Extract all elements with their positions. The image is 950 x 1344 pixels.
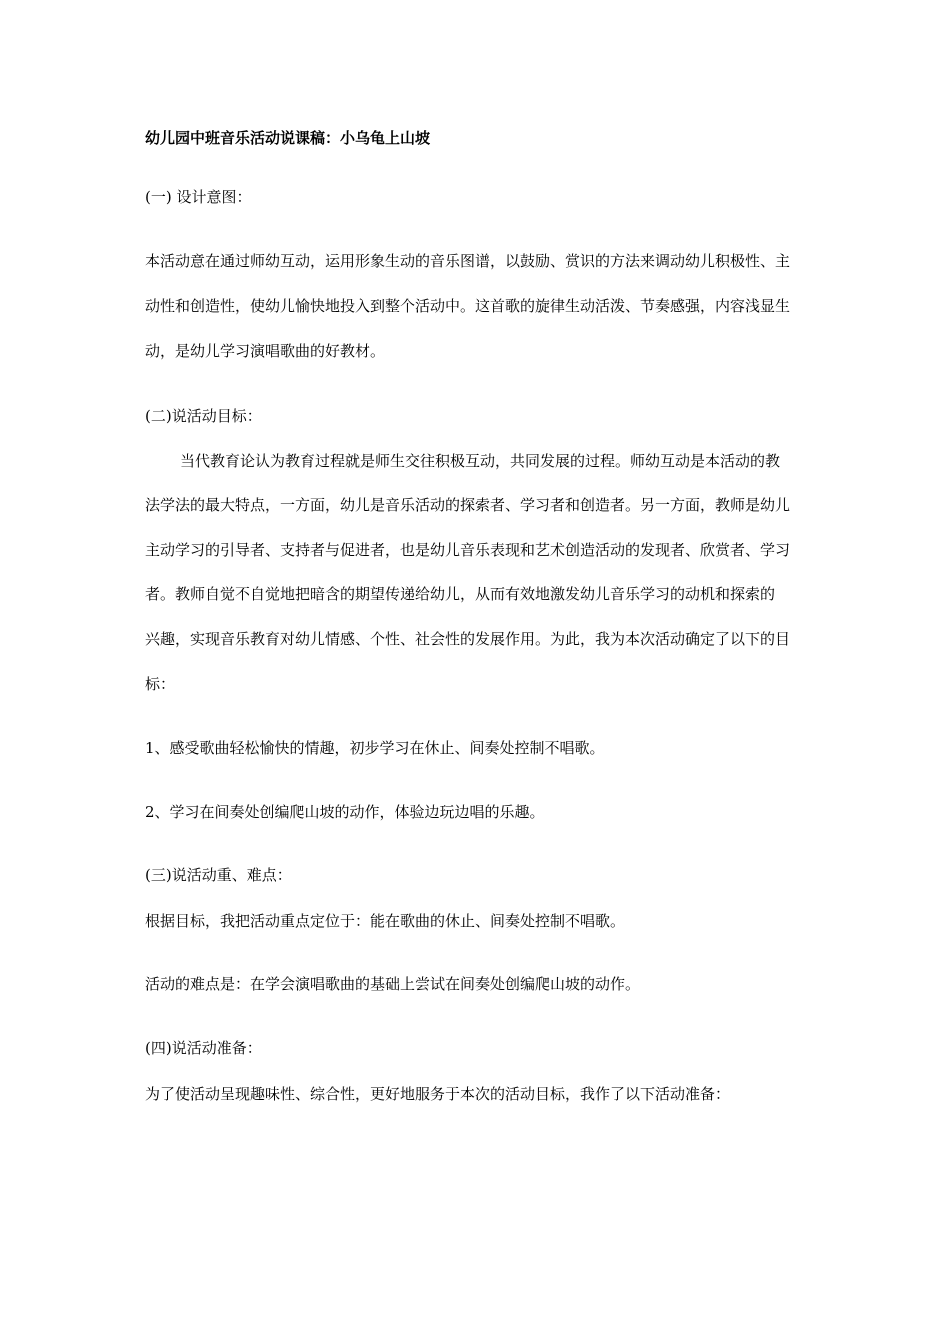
document-title: 幼儿园中班音乐活动说课稿：小乌龟上山坡: [145, 129, 431, 147]
paragraph-line: 活动的难点是：在学会演唱歌曲的基础上尝试在间奏处创编爬山坡的动作。: [145, 975, 641, 993]
paragraph-line: 当代教育论认为教育过程就是师生交往积极互动，共同发展的过程。师幼互动是本活动的教: [180, 452, 781, 470]
goal-item: 2、学习在间奏处创编爬山坡的动作，体验边玩边唱的乐趣。: [145, 803, 545, 821]
section-heading-preparation: (四)说活动准备：: [145, 1039, 262, 1057]
section-heading-design-intent: (一) 设计意图：: [145, 188, 252, 206]
paragraph-line: 兴趣，实现音乐教育对幼儿情感、个性、社会性的发展作用。为此，我为本次活动确定了以下的目: [145, 630, 791, 648]
section-heading-key-points: (三)说活动重、难点：: [145, 866, 292, 884]
section-heading-goals: (二)说活动目标：: [145, 407, 262, 425]
paragraph-line: 根据目标，我把活动重点定位于：能在歌曲的休止、间奏处控制不唱歌。: [145, 912, 626, 930]
paragraph-line: 为了使活动呈现趣味性、综合性，更好地服务于本次的活动目标，我作了以下活动准备：: [145, 1085, 731, 1103]
goal-item: 1、感受歌曲轻松愉快的情趣，初步学习在休止、间奏处控制不唱歌。: [145, 739, 605, 757]
paragraph-line: 本活动意在通过师幼互动，运用形象生动的音乐图谱，以鼓励、赏识的方法来调动幼儿积极性、主: [145, 252, 791, 270]
paragraph-line: 动性和创造性，使幼儿愉快地投入到整个活动中。这首歌的旋律生动活泼、节奏感强，内容浅显生: [145, 297, 791, 315]
paragraph-line: 标：: [145, 675, 176, 693]
paragraph-line: 主动学习的引导者、支持者与促进者，也是幼儿音乐表现和艺术创造活动的发现者、欣赏者、学习: [145, 541, 791, 559]
paragraph-line: 者。教师自觉不自觉地把暗含的期望传递给幼儿，从而有效地激发幼儿音乐学习的动机和探索的: [145, 585, 776, 603]
paragraph-line: 动，是幼儿学习演唱歌曲的好教材。: [145, 342, 386, 360]
paragraph-line: 法学法的最大特点，一方面，幼儿是音乐活动的探索者、学习者和创造者。另一方面，教师是幼儿: [145, 496, 791, 514]
